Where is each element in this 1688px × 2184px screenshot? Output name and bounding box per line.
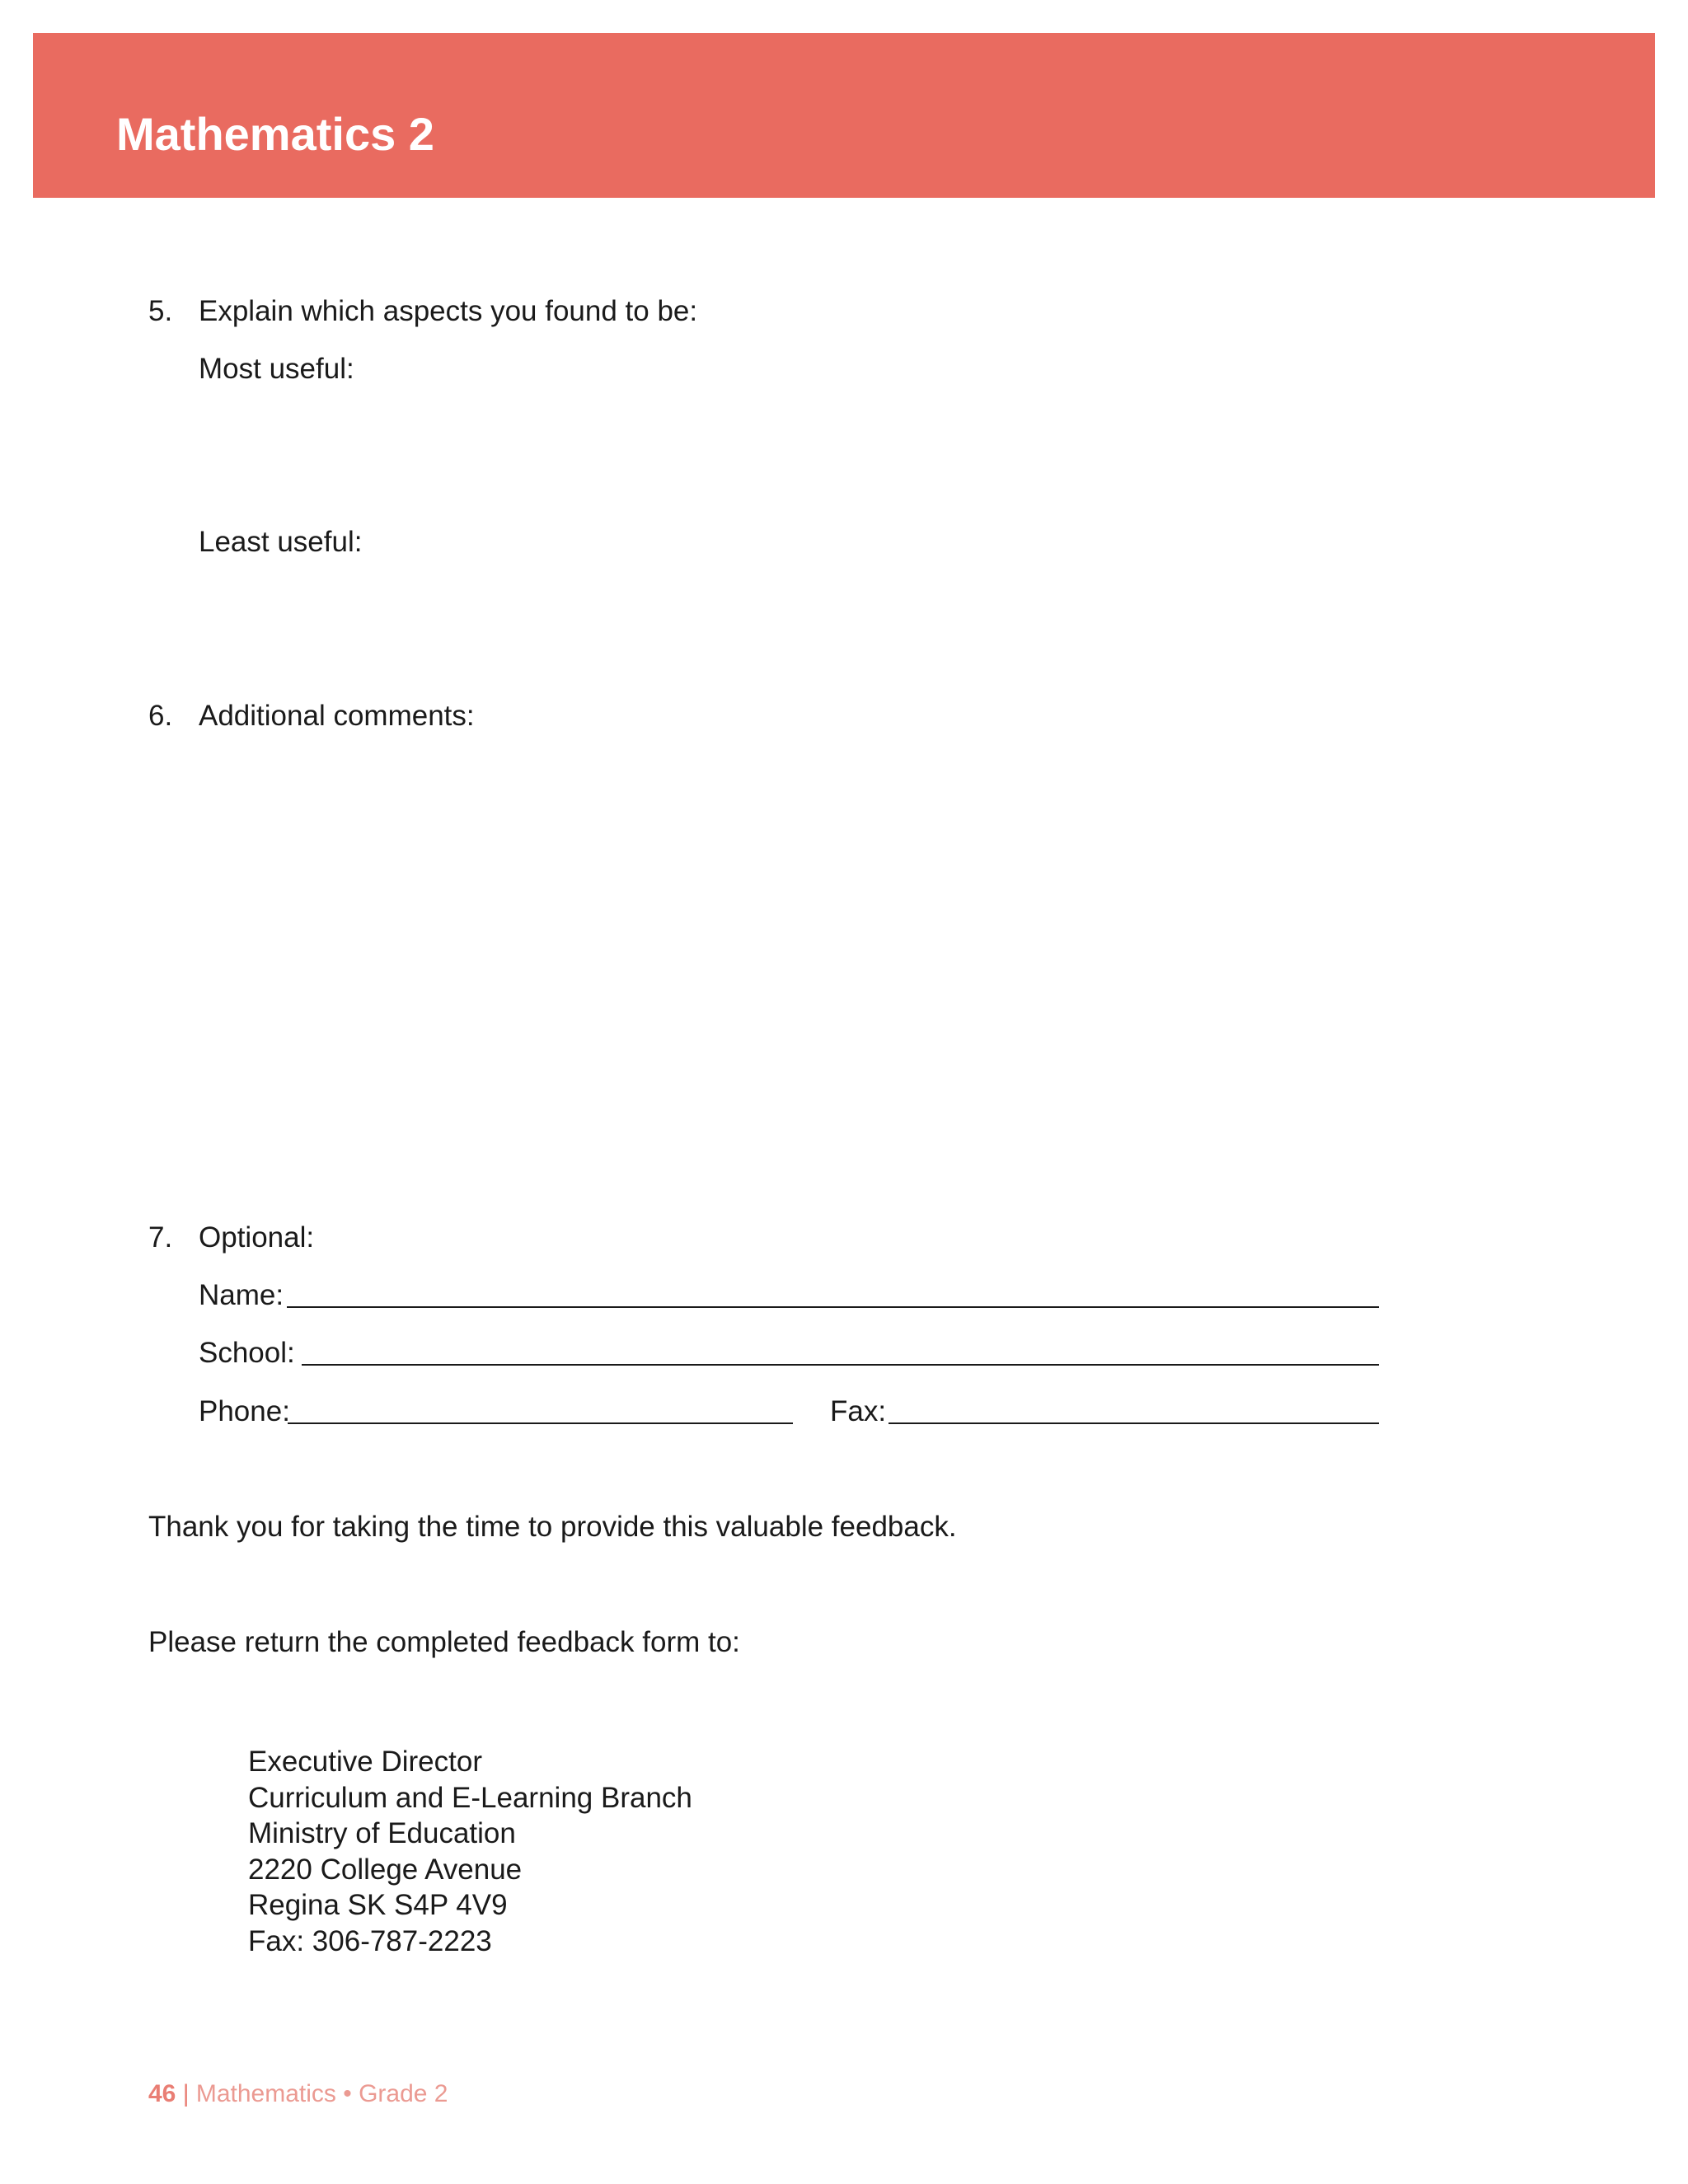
school-label: School: bbox=[199, 1337, 295, 1369]
page-title: Mathematics 2 bbox=[116, 108, 434, 160]
thank-you-text: Thank you for taking the time to provide this valuable feedback. bbox=[148, 1511, 957, 1543]
address-line: 2220 College Avenue bbox=[248, 1853, 523, 1886]
q5-number: 5. bbox=[148, 295, 173, 327]
phone-label: Phone: bbox=[199, 1395, 290, 1427]
fax-label: Fax: bbox=[830, 1395, 887, 1427]
school-field-line[interactable] bbox=[302, 1364, 1379, 1366]
address-line: Fax: 306-787-2223 bbox=[248, 1924, 492, 1957]
q5-prompt: Explain which aspects you found to be: bbox=[199, 295, 698, 327]
name-field-line[interactable] bbox=[287, 1306, 1379, 1308]
page-number: 46 bbox=[148, 2080, 176, 2107]
q5-most-useful-label: Most useful: bbox=[199, 353, 354, 385]
return-address bbox=[248, 1744, 692, 1959]
address-line: Executive Director bbox=[248, 1746, 482, 1778]
footer-separator: | bbox=[182, 2080, 190, 2107]
q7-prompt: Optional: bbox=[199, 1221, 315, 1254]
page-footer bbox=[148, 2082, 448, 2107]
footer-text: Mathematics • Grade 2 bbox=[195, 2080, 448, 2107]
name-label: Name: bbox=[199, 1279, 284, 1311]
return-instruction: Please return the completed feedback form to: bbox=[148, 1626, 740, 1658]
address-line: Regina SK S4P 4V9 bbox=[248, 1889, 508, 1921]
address-line: Ministry of Education bbox=[248, 1817, 516, 1849]
address-line: Curriculum and E-Learning Branch bbox=[248, 1781, 692, 1814]
phone-field-line[interactable] bbox=[288, 1422, 793, 1424]
q6-prompt: Additional comments: bbox=[199, 700, 475, 732]
q7-number: 7. bbox=[148, 1221, 173, 1254]
q6-number: 6. bbox=[148, 700, 173, 732]
fax-field-line[interactable] bbox=[889, 1422, 1379, 1424]
q5-least-useful-label: Least useful: bbox=[199, 526, 363, 558]
